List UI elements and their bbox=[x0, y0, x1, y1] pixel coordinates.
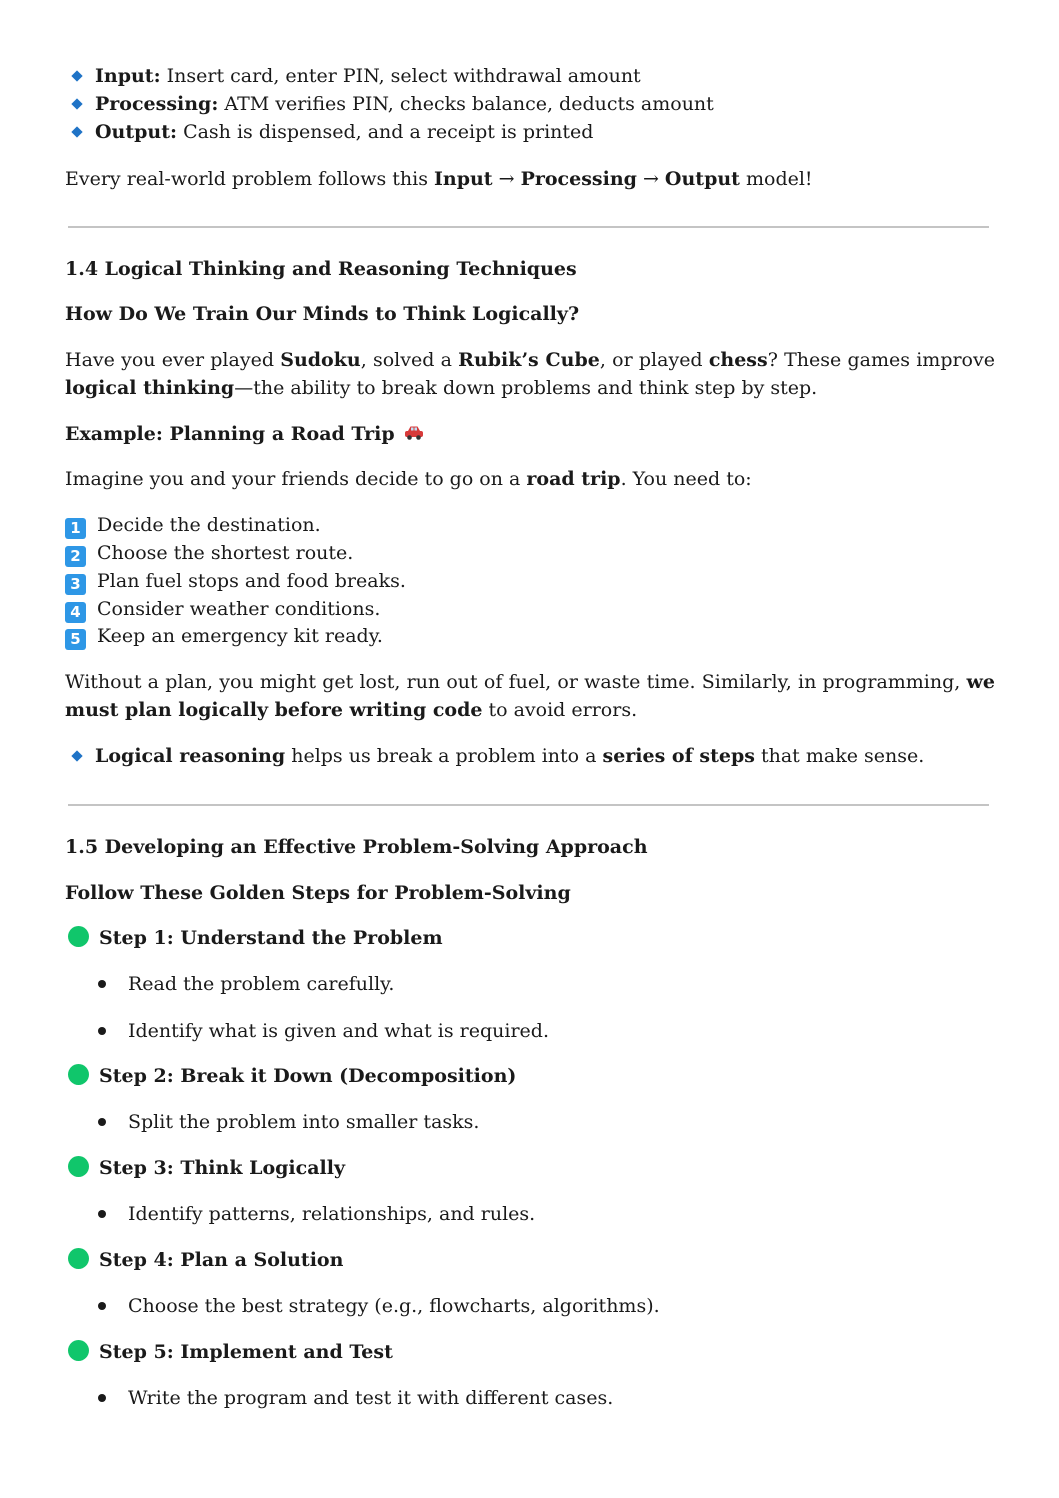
green-circle-icon bbox=[68, 1340, 89, 1361]
step-heading: Step 3: Think Logically bbox=[68, 1156, 345, 1180]
paragraph: Have you ever played Sudoku, solved a Rubik’s Cube, or played chess? These games improve logical thinking—the ability to break down problems and think step by step. bbox=[65, 349, 995, 399]
bullet-icon bbox=[98, 1118, 106, 1126]
bullet-icon bbox=[98, 1210, 106, 1218]
bullet-icon bbox=[98, 980, 106, 988]
keycap-number-icon: 3 bbox=[65, 574, 86, 595]
green-circle-icon bbox=[68, 1248, 89, 1269]
bullet-icon bbox=[98, 1394, 106, 1402]
paragraph: Without a plan, you might get lost, run out of fuel, or waste time. Similarly, in programming, we must plan logically before writing code to avoid errors. bbox=[65, 671, 995, 721]
list-item: Identify what is given and what is required. bbox=[128, 1020, 549, 1042]
diamond-bullet-icon bbox=[71, 98, 82, 109]
section-heading: 1.5 Developing an Effective Problem-Solving Approach bbox=[65, 836, 648, 858]
section-subheading: How Do We Train Our Minds to Think Logically? bbox=[65, 303, 580, 325]
list-item: Identify patterns, relationships, and rules. bbox=[128, 1203, 536, 1225]
list-item: Choose the best strategy (e.g., flowcharts, algorithms). bbox=[128, 1295, 660, 1317]
list-item: Write the program and test it with different cases. bbox=[128, 1387, 614, 1409]
list-item: 2 Choose the shortest route. bbox=[65, 541, 353, 567]
green-circle-icon bbox=[68, 1156, 89, 1177]
diamond-bullet-icon bbox=[71, 750, 82, 761]
diamond-bullet-icon bbox=[71, 126, 82, 137]
keycap-number-icon: 1 bbox=[65, 518, 86, 539]
list-item: 3 Plan fuel stops and food breaks. bbox=[65, 569, 406, 595]
list-item-input: Input: Insert card, enter PIN, select withdrawal amount bbox=[65, 64, 641, 88]
green-circle-icon bbox=[68, 926, 89, 947]
keycap-number-icon: 5 bbox=[65, 629, 86, 650]
step-heading: Step 5: Implement and Test bbox=[68, 1340, 393, 1364]
list-item: Read the problem carefully. bbox=[128, 973, 395, 995]
example-heading: Example: Planning a Road Trip bbox=[65, 422, 425, 448]
section-subheading: Follow These Golden Steps for Problem-Solving bbox=[65, 882, 571, 904]
list-item-reasoning: Logical reasoning helps us break a problem into a series of steps that make sense. bbox=[65, 744, 924, 768]
bullet-icon bbox=[98, 1302, 106, 1310]
divider bbox=[68, 804, 989, 806]
keycap-number-icon: 2 bbox=[65, 546, 86, 567]
list-item-processing: Processing: ATM verifies PIN, checks balance, deducts amount bbox=[65, 92, 714, 116]
step-heading: Step 2: Break it Down (Decomposition) bbox=[68, 1064, 516, 1088]
diamond-bullet-icon bbox=[71, 70, 82, 81]
list-item: 4 Consider weather conditions. bbox=[65, 597, 380, 623]
list-item: 5 Keep an emergency kit ready. bbox=[65, 624, 383, 650]
bullet-icon bbox=[98, 1027, 106, 1035]
list-item: 1 Decide the destination. bbox=[65, 513, 321, 539]
green-circle-icon bbox=[68, 1064, 89, 1085]
list-item-output: Output: Cash is dispensed, and a receipt is printed bbox=[65, 120, 593, 144]
divider bbox=[68, 226, 989, 228]
car-icon bbox=[403, 424, 425, 448]
list-item: Split the problem into smaller tasks. bbox=[128, 1111, 480, 1133]
step-heading: Step 4: Plan a Solution bbox=[68, 1248, 343, 1272]
paragraph: Imagine you and your friends decide to go on a road trip. You need to: bbox=[65, 468, 752, 490]
keycap-number-icon: 4 bbox=[65, 602, 86, 623]
section-heading: 1.4 Logical Thinking and Reasoning Techniques bbox=[65, 258, 577, 280]
step-heading: Step 1: Understand the Problem bbox=[68, 926, 443, 950]
model-sentence: Every real-world problem follows this Input → Processing → Output model! bbox=[65, 168, 813, 190]
